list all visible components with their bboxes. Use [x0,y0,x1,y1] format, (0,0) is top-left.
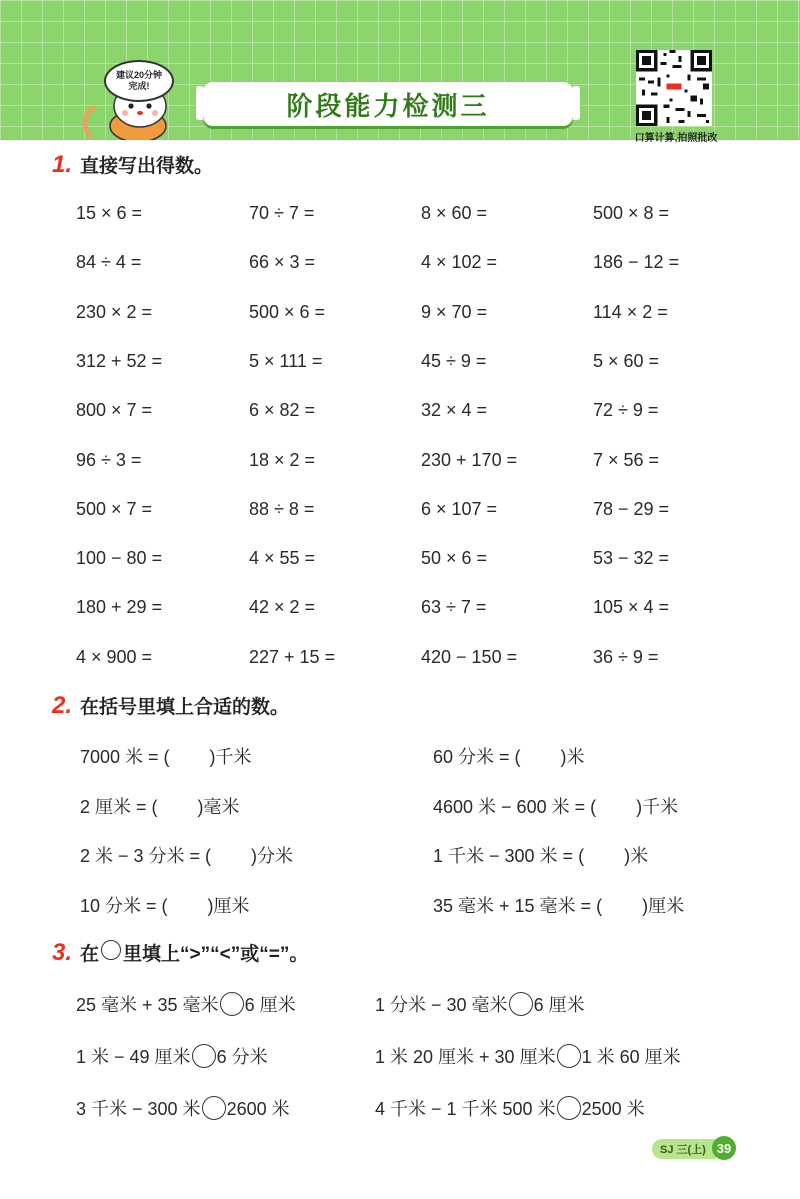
circle-icon [101,940,121,960]
unit-conversion-problem: 1 千米 − 300 米 = ( )米 [433,846,649,866]
unit-conversion-problem: 60 分米 = ( )米 [433,747,585,767]
arithmetic-problem: 32 × 4 = [421,400,488,421]
page-title: 阶段能力检测三 [286,90,490,121]
comparison-problem [375,991,585,1017]
arithmetic-problem: 84 ÷ 4 = [76,252,142,273]
answer-circle[interactable] [202,1096,226,1120]
comparison-left: 3 千米 − 300 米 [76,1099,201,1119]
title-banner [203,82,573,126]
arithmetic-problem: 4 × 55 = [249,548,316,569]
arithmetic-problem: 15 × 6 = [76,203,143,223]
arithmetic-problem: 78 − 29 = [593,498,670,519]
arithmetic-problem: 420 − 150 = [421,646,518,667]
arithmetic-problem: 63 ÷ 7 = [421,597,487,618]
comparison-left: 1 米 − 49 厘米 [76,1047,191,1067]
unit-conversion-problem: 4600 米 − 600 米 = ( )千米 [433,796,679,817]
qr-code-icon[interactable] [636,50,712,126]
arithmetic-problem: 66 × 3 = [249,252,316,273]
comparison-problem [76,1043,268,1069]
comparison-problem [76,1095,290,1121]
unit-conversion-problem: 2 米 − 3 分米 = ( )分米 [80,846,294,866]
arithmetic-problem: 100 − 80 = [76,548,163,569]
answer-circle[interactable] [192,1044,216,1068]
comparison-right: 6 分米 [216,1047,268,1067]
arithmetic-problem: 227 + 15 = [249,646,336,667]
section-1-title [52,151,213,179]
arithmetic-problem: 8 × 60 = [421,203,488,223]
arithmetic-problem: 53 − 32 = [593,548,670,569]
section-2-number: 2. [52,692,73,719]
comparison-right: 2600 米 [226,1099,290,1119]
section-1-instruction: 直接写出得数。 [80,156,214,177]
comparison-left: 1 分米 − 30 毫米 [375,995,508,1015]
arithmetic-problem: 72 ÷ 9 = [593,400,659,421]
answer-circle[interactable] [557,1096,581,1120]
comparison-problem [76,991,296,1017]
arithmetic-problem: 50 × 6 = [421,548,488,569]
arithmetic-problem: 180 + 29 = [76,597,163,618]
section-3-title [52,939,308,967]
arithmetic-problem: 45 ÷ 9 = [421,350,487,371]
arithmetic-problem: 6 × 107 = [421,498,498,519]
comparison-right: 6 厘米 [533,995,585,1015]
comparison-right: 2500 米 [581,1099,645,1119]
section-1-number: 1. [52,151,73,178]
arithmetic-problem: 114 × 2 = [593,301,668,322]
banner-right-bar [572,86,580,120]
arithmetic-problem: 88 ÷ 8 = [249,498,315,519]
arithmetic-problem: 800 × 7 = [76,400,153,421]
grade-tag: SJ 三(上) [652,1139,716,1159]
section-3-instruction-part1: 在 [80,944,100,965]
comparison-right: 1 米 60 厘米 [581,1047,681,1067]
arithmetic-problem: 5 × 60 = [593,350,660,371]
arithmetic-problem: 230 + 170 = [421,449,518,470]
comparison-right: 6 厘米 [244,995,296,1015]
arithmetic-problem: 105 × 4 = [593,597,670,618]
page-number: 39 [712,1136,736,1160]
arithmetic-problem: 42 × 2 = [249,597,316,618]
bubble-line-2: 完成! [128,81,150,91]
arithmetic-problem: 500 × 8 = [593,203,670,223]
comparison-left: 4 千米 − 1 千米 500 米 [375,1099,556,1119]
arithmetic-problem: 96 ÷ 3 = [76,449,142,470]
arithmetic-problem: 186 − 12 = [593,252,680,273]
unit-conversion-problem: 35 毫米 + 15 毫米 = ( )厘米 [433,895,685,916]
section-3-instruction-part2: 里填上“>”“<”或“=”。 [123,944,309,965]
arithmetic-problem: 230 × 2 = [76,301,153,322]
answer-circle[interactable] [557,1044,581,1068]
arithmetic-problem: 4 × 900 = [76,646,153,667]
bubble-line-1: 建议20分钟 [115,70,162,80]
section-2-instruction: 在括号里填上合适的数。 [80,697,290,718]
arithmetic-problem: 70 ÷ 7 = [249,203,315,223]
section-2-title [52,692,289,720]
unit-conversion-problem: 2 厘米 = ( )毫米 [80,796,240,817]
comparison-problem [375,1095,645,1121]
arithmetic-problem: 36 ÷ 9 = [593,646,659,667]
qr-caption: 口算计算,拍照批改 [634,133,718,144]
comparison-problem [375,1043,681,1069]
arithmetic-problem: 312 + 52 = [76,350,163,371]
arithmetic-problem: 500 × 7 = [76,498,153,519]
unit-conversion-problem: 7000 米 = ( )千米 [80,747,252,767]
section-3-number: 3. [52,939,73,966]
arithmetic-problem: 7 × 56 = [593,449,660,470]
arithmetic-problem: 500 × 6 = [249,301,326,322]
answer-circle[interactable] [509,992,533,1016]
arithmetic-problem: 5 × 111 = [249,350,323,371]
arithmetic-problem: 4 × 102 = [421,252,498,273]
answer-circle[interactable] [220,992,244,1016]
comparison-left: 1 米 20 厘米 + 30 厘米 [375,1047,556,1067]
arithmetic-problem: 18 × 2 = [249,449,316,470]
speech-bubble [104,60,174,102]
arithmetic-problem: 6 × 82 = [249,400,316,421]
comparison-left: 25 毫米 + 35 毫米 [76,995,219,1015]
arithmetic-problem: 9 × 70 = [421,301,488,322]
unit-conversion-problem: 10 分米 = ( )厘米 [80,895,250,916]
